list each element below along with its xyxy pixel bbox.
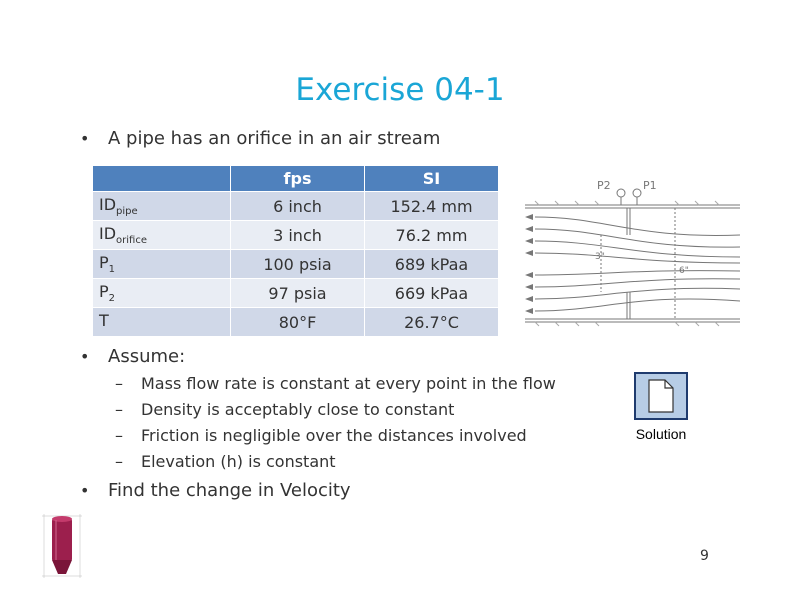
page-number: 9 bbox=[700, 548, 709, 564]
sub-dash: – bbox=[115, 426, 123, 445]
row-fps: 100 psia bbox=[231, 250, 365, 279]
row-label: $ID_{orifice}$ bbox=[93, 221, 231, 250]
bullet-pipe bbox=[80, 128, 440, 149]
row-fps: 80°F bbox=[231, 308, 365, 337]
sub-bullet bbox=[115, 452, 336, 471]
table-header-blank bbox=[93, 166, 231, 192]
solution-button[interactable] bbox=[634, 372, 688, 420]
row-fps: 6 inch bbox=[231, 192, 365, 221]
p2-label: P2 bbox=[597, 179, 611, 192]
table-row bbox=[93, 279, 499, 308]
row-si: 152.4 mm bbox=[365, 192, 499, 221]
row-fps: 97 psia bbox=[231, 279, 365, 308]
sub-text: Density is acceptably close to constant bbox=[141, 400, 455, 419]
sub-dash: – bbox=[115, 452, 123, 471]
p1-label: P1 bbox=[643, 179, 657, 192]
row-label: T bbox=[93, 308, 231, 337]
sub-bullet bbox=[115, 374, 556, 393]
row-si: 76.2 mm bbox=[365, 221, 499, 250]
row-label: $ID_{pipe}$ bbox=[93, 192, 231, 221]
table-row bbox=[93, 192, 499, 221]
row-label: $P_1$ bbox=[93, 250, 231, 279]
table-row bbox=[93, 308, 499, 337]
slide-title: Exercise 04-1 bbox=[295, 72, 505, 108]
sub-bullet bbox=[115, 426, 527, 445]
table-row bbox=[93, 250, 499, 279]
table-header-fps: fps bbox=[231, 166, 365, 192]
bullet-text: Assume: bbox=[108, 346, 186, 367]
row-si: 689 kPaa bbox=[365, 250, 499, 279]
row-si: 669 kPaa bbox=[365, 279, 499, 308]
sub-text: Mass flow rate is constant at every point in the flow bbox=[141, 374, 556, 393]
orifice-dim-label: 3" bbox=[595, 252, 605, 262]
bullet-dot: • bbox=[80, 129, 90, 148]
table-header-si: SI bbox=[365, 166, 499, 192]
sub-text: Elevation (h) is constant bbox=[141, 452, 336, 471]
bullet-find bbox=[80, 480, 351, 501]
row-label: $P_2$ bbox=[93, 279, 231, 308]
bullet-text: A pipe has an orifice in an air stream bbox=[108, 128, 441, 149]
logo-icon bbox=[40, 510, 84, 582]
bullet-dot: • bbox=[80, 347, 90, 366]
bullet-assume bbox=[80, 346, 185, 367]
solution-label[interactable]: Solution bbox=[635, 426, 687, 442]
bullet-dot: • bbox=[80, 481, 90, 500]
row-si: 26.7°C bbox=[365, 308, 499, 337]
parameter-table bbox=[92, 165, 499, 337]
sub-text: Friction is negligible over the distances involved bbox=[141, 426, 527, 445]
sub-bullet bbox=[115, 400, 454, 419]
orifice-flow-diagram bbox=[525, 177, 745, 327]
row-fps: 3 inch bbox=[231, 221, 365, 250]
pipe-dim-label: 6" bbox=[679, 266, 689, 276]
sub-dash: – bbox=[115, 400, 123, 419]
bullet-text: Find the change in Velocity bbox=[108, 480, 351, 501]
sub-dash: – bbox=[115, 374, 123, 393]
table-row bbox=[93, 221, 499, 250]
document-icon bbox=[648, 379, 674, 413]
